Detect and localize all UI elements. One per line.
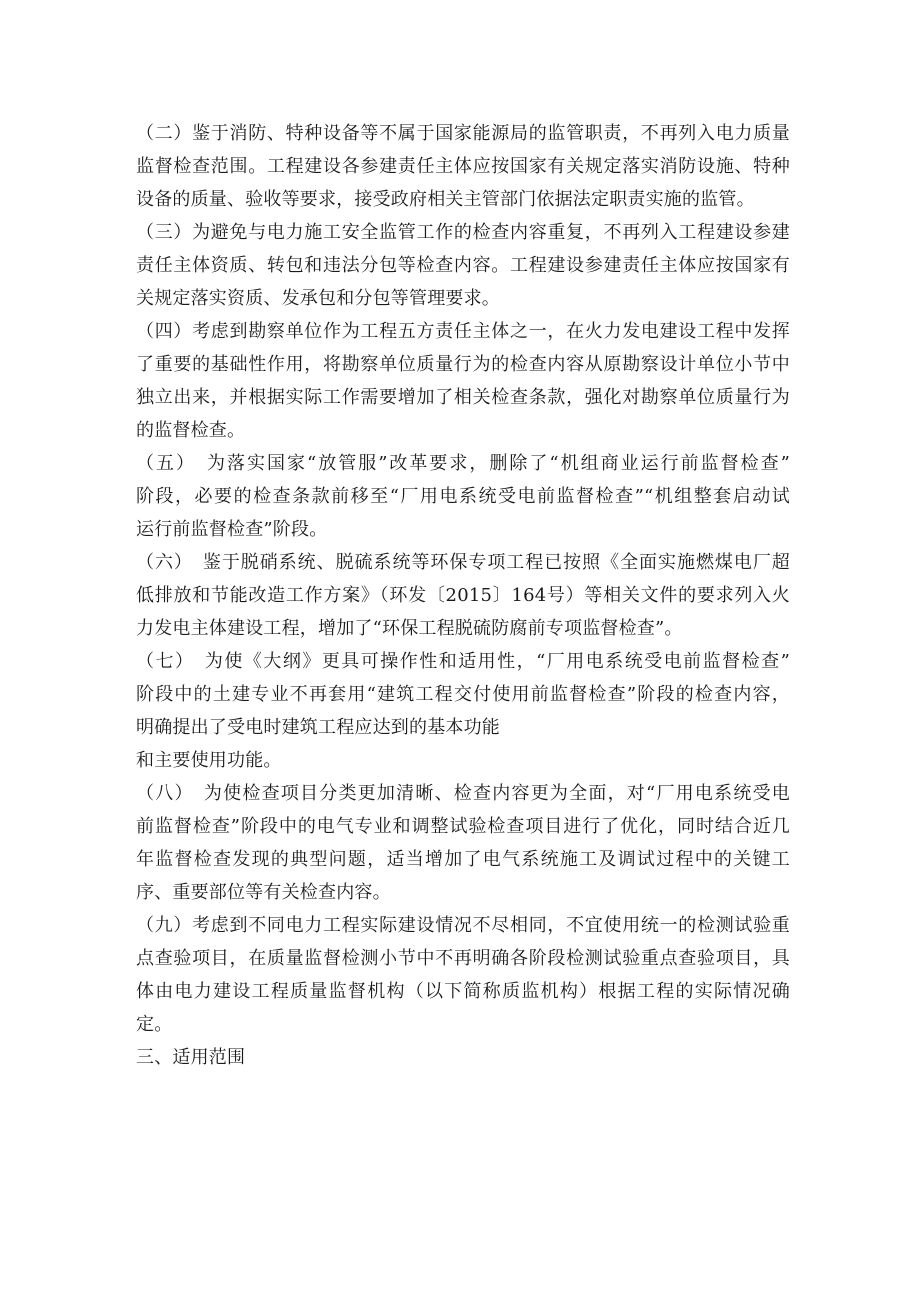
paragraph-2 [136,117,796,216]
text-line: 了重要的基础性作用，将勘察单位质量行为的检查内容从原勘察设计单位小节中 [136,354,790,375]
paragraph-6 [136,546,796,645]
text-line: 监督检查范围。工程建设各参建责任主体应按国家有关规定落实消防设施、特种 [136,156,790,177]
text-line: 序、重要部位等有关检查内容。 [136,882,391,903]
text-line: 责任主体资质、转包和违法分包等检查内容。工程建设参建责任主体应按国家有 [136,255,790,276]
text-line: 关规定落实资质、发承包和分包等管理要求。 [136,288,500,309]
text-line: 力发电主体建设工程，增加了“环保工程脱硫防腐前专项监督检查”。 [136,618,683,639]
paragraph-5 [136,447,796,546]
text-line: （五） 为落实国家“放管服”改革要求，删除了“机组商业运行前监督检查” [136,453,790,474]
text-line: （三）为避免与电力施工安全监管工作的检查内容重复，不再列入工程建设参建 [136,222,790,243]
text-line: （九）考虑到不同电力工程实际建设情况不尽相同，不宜使用统一的检测试验重 [136,915,790,936]
paragraph-8 [136,777,796,909]
text-line: 阶段，必要的检查条款前移至“厂用电系统受电前监督检查”“机组整套启动试 [136,486,790,507]
text-line: 低排放和节能改造工作方案》（环发〔2015〕164号）等相关文件的要求列入火 [136,585,790,606]
text-line: （四）考虑到勘察单位作为工程五方责任主体之一，在火力发电建设工程中发挥 [136,321,790,342]
paragraph-9 [136,909,796,1041]
text-line: 运行前监督检查”阶段。 [136,519,328,540]
document-page [136,117,796,1074]
text-line: （七） 为使《大纲》更具可操作性和适用性，“厂用电系统受电前监督检查” [136,651,790,672]
text-line: （八） 为使检查项目分类更加清晰、检查内容更为全面，对“厂用电系统受电 [136,783,790,804]
paragraph-7 [136,645,796,777]
text-line: 和主要使用功能。 [136,750,282,771]
text-line: 年监督检查发现的典型问题，适当增加了电气系统施工及调试过程中的关键工 [136,849,790,870]
text-line: 前监督检查”阶段中的电气专业和调整试验检查项目进行了优化，同时结合近几 [136,816,790,837]
paragraph-4 [136,315,796,447]
text-line: 设备的质量、验收等要求，接受政府相关主管部门依据法定职责实施的监管。 [136,189,755,210]
text-line: 明确提出了受电时建筑工程应达到的基本功能 [136,717,500,738]
text-line: 体由电力建设工程质量监督机构（以下简称质监机构）根据工程的实际情况确 [136,981,790,1002]
text-line: （二）鉴于消防、特种设备等不属于国家能源局的监管职责，不再列入电力质量 [136,123,790,144]
text-line: （六） 鉴于脱硝系统、脱硫系统等环保专项工程已按照《全面实施燃煤电厂超 [136,552,790,573]
text-line: 独立出来，并根据实际工作需要增加了相关检查条款，强化对勘察单位质量行为 [136,387,790,408]
text-line: 定。 [136,1014,173,1035]
text-line: 点查验项目，在质量监督检测小节中不再明确各阶段检测试验重点查验项目，具 [136,948,790,969]
paragraph-3 [136,216,796,315]
section-heading: 三、适用范围 [136,1047,246,1068]
text-line: 阶段中的土建专业不再套用“建筑工程交付使用前监督检查”阶段的检查内容， [136,684,790,705]
text-line: 的监督检查。 [136,420,246,441]
